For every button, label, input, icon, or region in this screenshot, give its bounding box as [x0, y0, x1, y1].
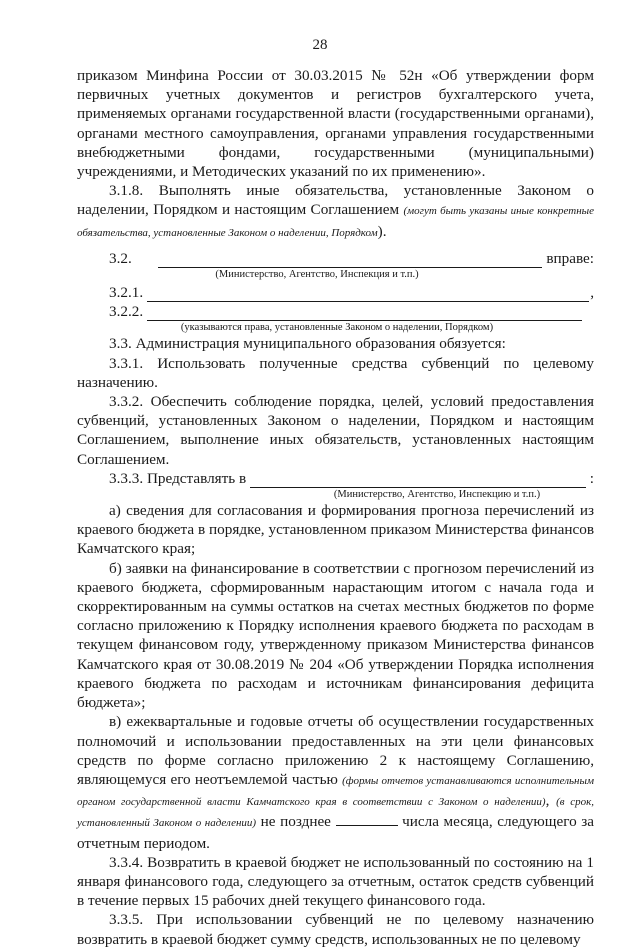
- row-3-2: [77, 249, 594, 268]
- row-3-3-3-label: 3.3.3. Представлять в: [109, 469, 247, 487]
- row-3-3-3: [77, 469, 594, 488]
- paragraph-b: б) заявки на финансирование в соответствии с прогнозом перечислений из краевого бюджета, сформированным нарастающим итогом с начала года и скорректированным на суммы остатков на счетах местных бюджетов по форме согласно приложению к Порядку исполнения краевого бюджета по расходам в текущем финансовом году, утвержденному приказом Министерства финансов Камчатского края от 30.08.2019 № 204 «Об утверждении Порядка исполнения краевого бюджета по расходам и источникам финансирования дефицита бюджета»;: [77, 559, 594, 712]
- row-3-2-label: 3.2.: [109, 249, 132, 267]
- paragraph-3-3-5: 3.3.5. При использовании субвенций не по целевому назначению возвратить в краевой бюджет сумму средств, использованных не по целевому: [77, 911, 594, 948]
- paragraph-v-text: в) ежеквартальные и годовые отчеты об осуществлении государственных полномочий и использовании предоставленных на эти цели финансовых средств по форме согласно приложению 2 к настоящему Соглашению, являющемуся его неотъемлемой частью: [77, 713, 594, 788]
- paragraph-a: а) сведения для согласования и формирования прогноза перечислений из краевого бюджета в порядке, установленном приказом Министерства финансов Камчатского края;: [77, 502, 594, 558]
- paragraph-v-sep: ,: [545, 792, 557, 810]
- row-3-2-tail: вправе:: [546, 249, 594, 267]
- paragraph-3-3-1: 3.3.1. Использовать полученные средства субвенций по целевому назначению.: [77, 354, 594, 391]
- blank-field-3-2-2: [147, 306, 582, 321]
- paragraph-v-end: числа месяца, следующего за отчетным периодом.: [77, 813, 594, 852]
- blank-field-3-3-3: [250, 473, 586, 488]
- caption-3-2: (Министерство, Агентство, Инспекция и т.п.): [215, 269, 419, 281]
- row-3-2-2-label: 3.2.2.: [109, 303, 144, 321]
- caption-3-3-3: (Министерство, Агентство, Инспекцию и т.п.): [333, 489, 541, 501]
- paragraph-3-1-8: [77, 181, 594, 243]
- paragraph-v-not-later: не позднее: [256, 813, 336, 831]
- paragraph-3-1-8-text: 3.1.8. Выполнять иные обязательства, установленные Законом о наделении, Порядком и настоящим Соглашением: [77, 182, 594, 219]
- paragraph-3-3-4: 3.3.4. Возвратить в краевой бюджет не использованный по состоянию на 1 января финансового года, следующего за отчетным, остаток средств субвенций в течение первых 15 рабочих дней текущего финансового года.: [77, 853, 594, 910]
- paragraph-v-note-term: (в срок, установленный Законом о наделении): [77, 796, 595, 830]
- row-3-2-2: [77, 302, 594, 321]
- blank-field-3-2-1: [147, 287, 589, 302]
- blank-field-3-2: [158, 253, 543, 268]
- paragraph-prikaz-minfin: приказом Минфина России от 30.03.2015 № 52н «Об утверждении форм первичных учетных документов и регистров бухгалтерского учета, применяемых органами государственной власти (государственными органами), органами местного самоуправления, органами управления государственными внебюджетными фондами, государственными (муниципальными) учреждениями, и Методических указаний по их применению».: [77, 67, 594, 181]
- document-body: [77, 66, 594, 949]
- row-3-2-1-tail: ,: [590, 284, 594, 302]
- row-3-2-1-label: 3.2.1.: [109, 284, 144, 302]
- paragraph-3-3: 3.3. Администрация муниципального образования обязуется:: [109, 335, 506, 353]
- blank-field-day: [336, 812, 398, 826]
- row-3-2-1: [77, 283, 594, 302]
- paragraph-v: [77, 712, 594, 852]
- row-3-3-3-tail: :: [589, 469, 594, 487]
- page-number: 28: [312, 37, 328, 53]
- paragraph-3-1-8-end: ).: [377, 222, 387, 240]
- paragraph-3-1-8-note: (могут быть указаны иные конкретные обязательства, установленные Законом о наделении, Порядком: [77, 205, 594, 239]
- paragraph-v-note-forms: (формы отчетов устанавливаются исполнительным органом государственной власти Камчатского края в соответствии с Законом о наделении): [77, 774, 594, 809]
- paragraph-3-3-2: 3.3.2. Обеспечить соблюдение порядка, целей, условий предоставления субвенций, установленных Законом о наделении, Порядком и настоящим Соглашением, выполнение иных обязательств, установленных настоящим Соглашением.: [77, 393, 594, 468]
- caption-3-2-2: (указываются права, установленные Законом о наделении, Порядком): [180, 322, 494, 334]
